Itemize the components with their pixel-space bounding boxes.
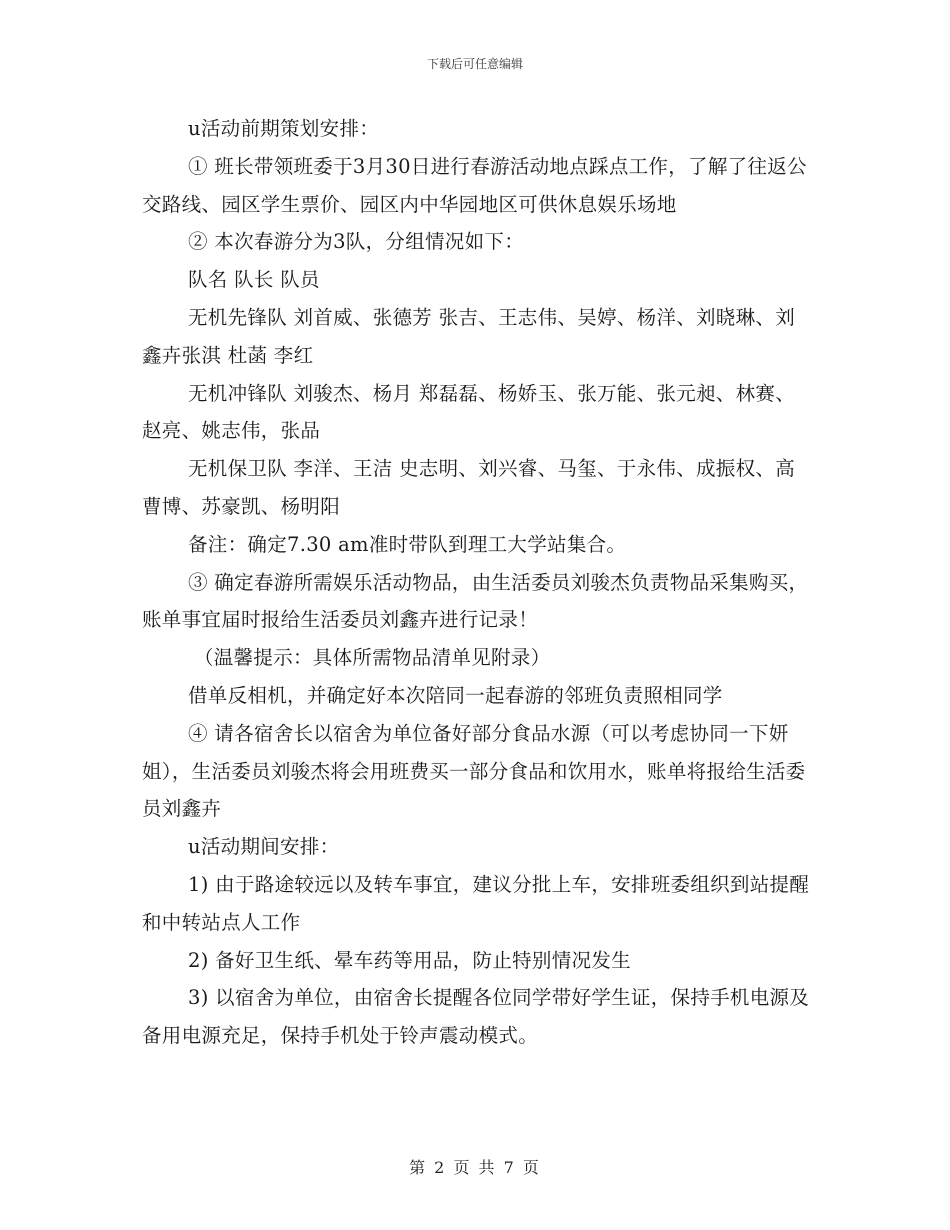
team-row-vanguard: 无机先锋队 刘首威、张德芳 张吉、王志伟、吴婷、杨洋、刘晓琳、刘鑫卉张淇 杜菡 李红 [142, 305, 795, 367]
team-table-header: 队名 队长 队员 [188, 268, 320, 292]
section-heading-planning: u活动前期策划安排： [188, 117, 380, 140]
team-row-guard: 无机保卫队 李洋、王洁 史志明、刘兴睿、马玺、于永伟、成振权、高曹博、苏豪凯、杨明阳 [142, 457, 795, 518]
during-item-1: 1) 由于路途较远以及转车事宜，建议分批上车，安排班委组织到站提醒和中转站点人工作 [142, 872, 810, 934]
page-number-footer: 第 2 页 共 7 页 [409, 1158, 541, 1177]
during-item-3: 3) 以宿舍为单位，由宿舍长提醒各位同学带好学生证，保持手机电源及备用电源充足，保持手机处于铃声震动模式。 [142, 986, 810, 1048]
document-body [142, 110, 810, 1055]
page-header: 下载后可任意编辑 [426, 57, 523, 71]
paragraph-item-4: ④ 请各宿舍长以宿舍为单位备好部分食品水源（可以考虑协同一下妍姐），生活委员刘骏杰将会用班费买一部分食品和饮用水，账单将报给生活委员刘鑫卉 [142, 721, 806, 821]
camera-note: 借单反相机，并确定好本次陪同一起春游的邻班负责照相同学 [188, 683, 723, 707]
remark-note: 备注：确定7.30 am准时带队到理工大学站集合。 [188, 532, 627, 556]
section-heading-during: u活动期间安排： [188, 835, 340, 859]
paragraph-item-2: ② 本次春游分为3队，分组情况如下： [188, 230, 525, 254]
paragraph-item-3: ③ 确定春游所需娱乐活动物品，由生活委员刘骏杰负责物品采集购买，账单事宜届时报给生活委员刘鑫卉进行记录！ [142, 570, 809, 632]
team-row-charge: 无机冲锋队 刘骏杰、杨月 郑磊磊、杨娇玉、张万能、张元昶、林赛、赵亮、姚志伟，张品 [142, 381, 795, 443]
during-item-2: 2) 备好卫生纸、晕车药等用品，防止特别情况发生 [188, 948, 631, 972]
paragraph-item-1: ① 班长带领班委于3月30日进行春游活动地点踩点工作，了解了往返公交路线、园区学生票价、园区内中华园地区可供休息娱乐场地 [142, 154, 807, 216]
tip-note: （温馨提示：具体所需物品清单见附录） [194, 646, 551, 670]
